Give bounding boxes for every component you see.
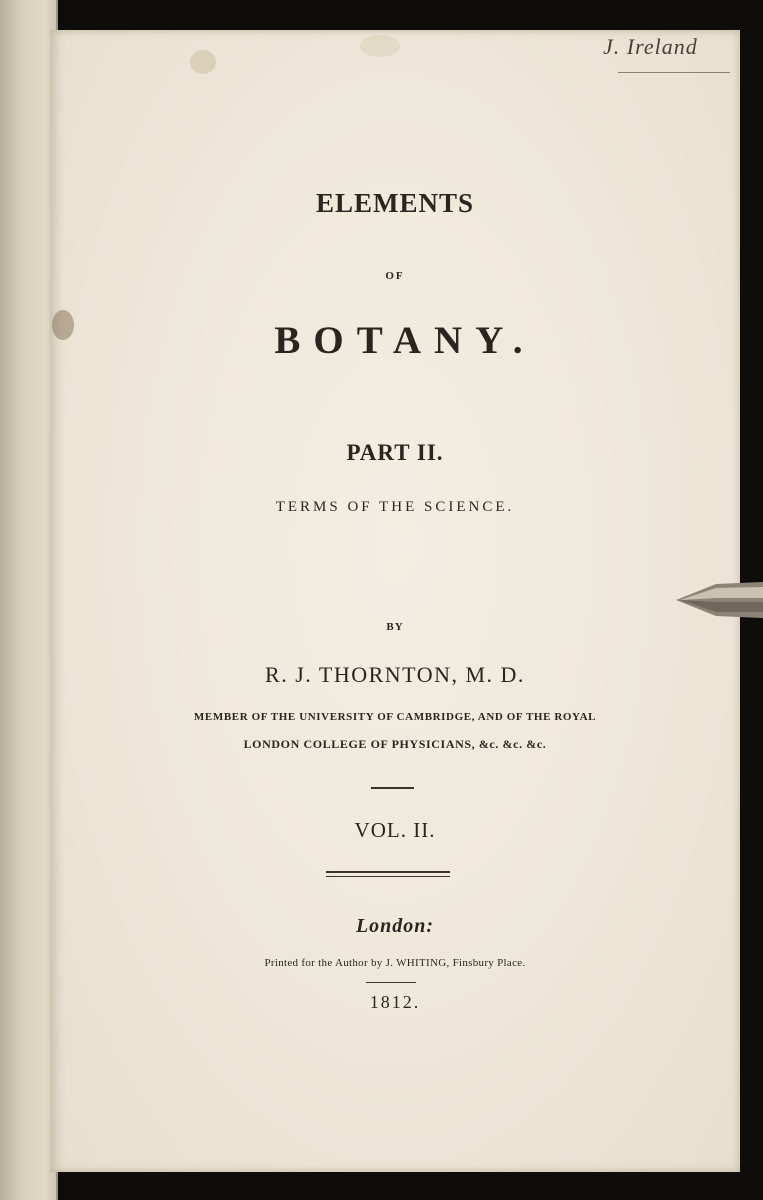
title-line-elements: ELEMENTS <box>315 188 475 218</box>
author-affiliation-line2: LONDON COLLEGE OF PHYSICIANS, &c. &c. &c. <box>243 737 547 751</box>
imprint-printer: Printed for the Author by J. WHITING, Finsbury Place. <box>264 957 526 969</box>
title-line-of: OF <box>385 270 405 282</box>
subtitle: TERMS OF THE SCIENCE. <box>275 499 515 515</box>
imprint-rule <box>366 982 416 983</box>
page-marker-tab-icon <box>676 578 763 623</box>
imprint-city: London: <box>355 915 435 937</box>
owner-signature: J. Ireland <box>603 34 698 59</box>
by-line: BY <box>386 621 404 633</box>
double-rule-bottom <box>326 876 450 877</box>
signature-underline <box>618 72 730 73</box>
title-line-botany: BOTANY. <box>274 319 536 362</box>
author-name: R. J. THORNTON, M. D. <box>265 662 525 687</box>
foxing-stain <box>360 35 400 57</box>
part-heading: PART II. <box>346 440 444 465</box>
author-affiliation-line1: MEMBER OF THE UNIVERSITY OF CAMBRIDGE, AND OF THE ROYAL <box>193 711 597 723</box>
foxing-stain <box>190 50 216 74</box>
imprint-year: 1812. <box>369 992 421 1012</box>
short-rule <box>371 787 414 789</box>
double-rule-top <box>326 871 450 873</box>
volume-number: VOL. II. <box>354 818 436 842</box>
